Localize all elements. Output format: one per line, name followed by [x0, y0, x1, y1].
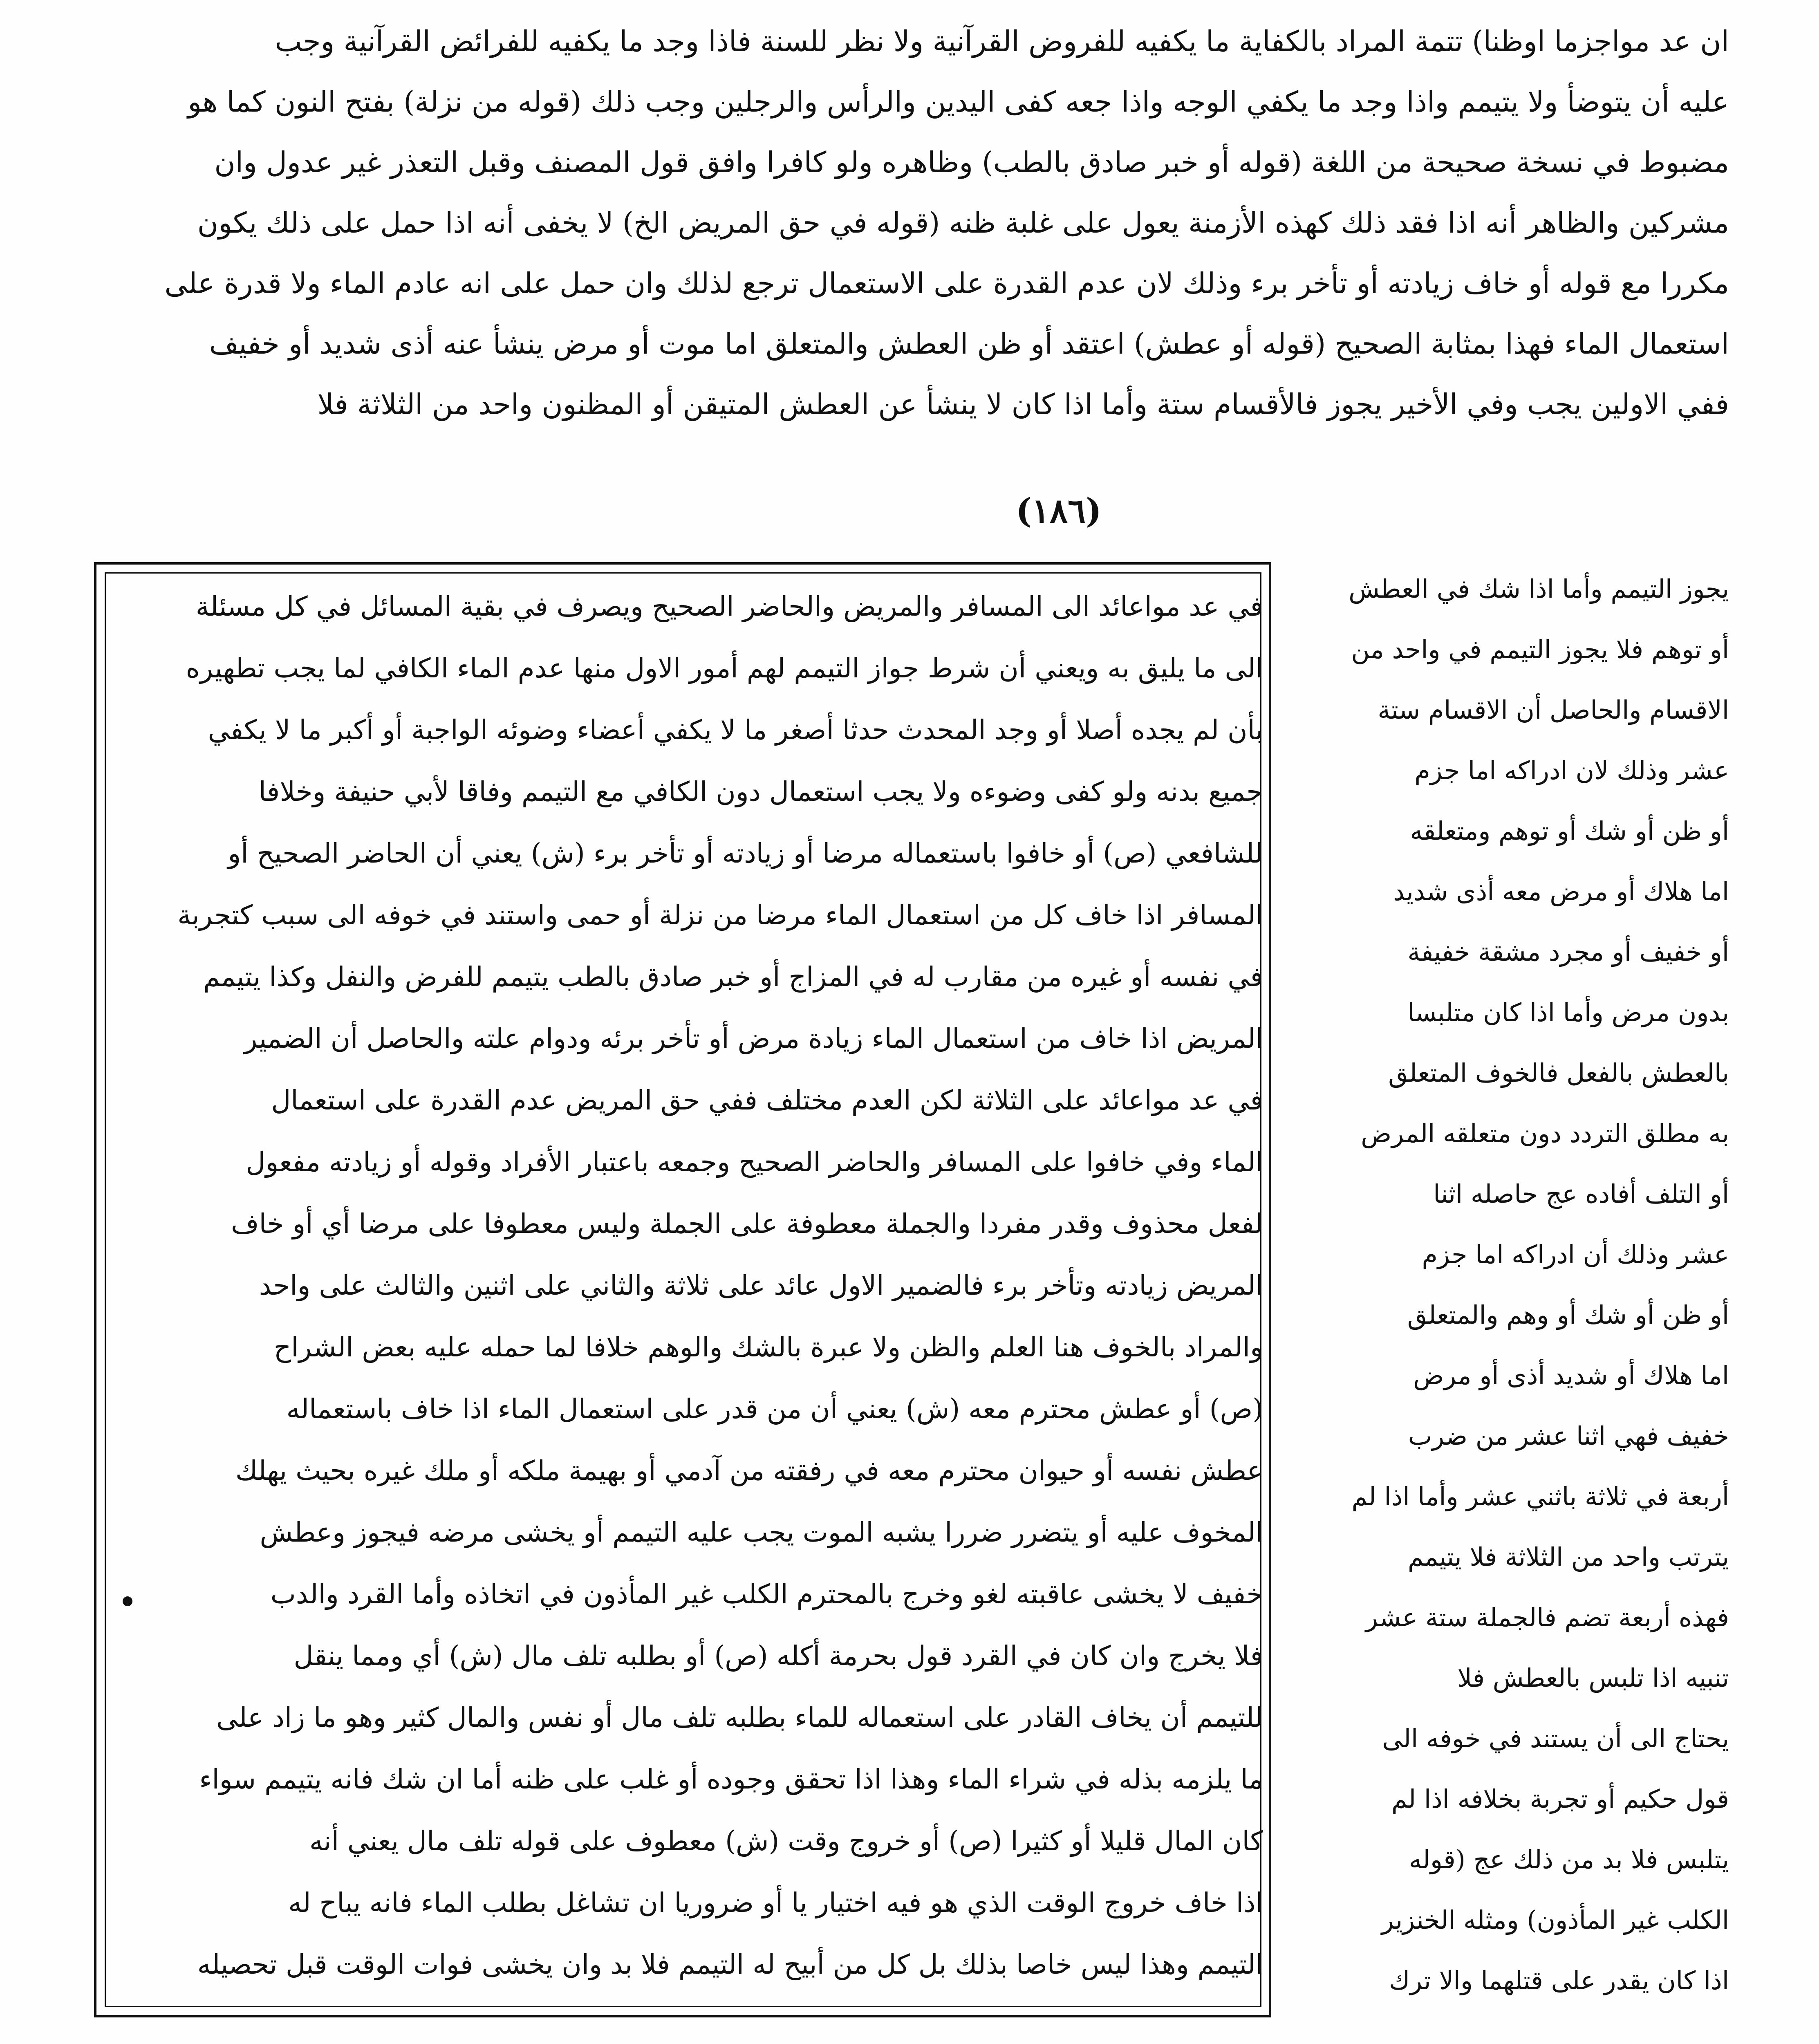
margin-text-line: أو ظن أو شك أو توهم ومتعلقه	[1410, 816, 1729, 846]
main-text-line: في عد مواعائد على الثلاثة لكن العدم مختلف ففي حق المريض عدم القدرة على استعمال	[271, 1085, 1263, 1116]
margin-text-line: أو التلف أفاده عج حاصله اثنا	[1433, 1179, 1729, 1209]
margin-text-line: يترتب واحد من الثلاثة فلا يتيمم	[1407, 1542, 1729, 1572]
margin-text-line: بالعطش بالفعل فالخوف المتعلق	[1388, 1058, 1729, 1088]
main-text-line: الماء وفي خافوا على المسافر والحاضر الصحيح وجمعه باعتبار الأفراد وقوله أو زيادته مفعول	[246, 1146, 1263, 1178]
main-text-line: ما يلزمه بذله في شراء الماء وهذا اذا تحقق وجوده أو غلب على ظنه أما ان شك فانه يتيمم سواء	[199, 1764, 1263, 1795]
main-text-line: خفيف لا يخشى عاقبته لغو وخرج بالمحترم الكلب غير المأذون في اتخاذه وأما القرد والدب	[270, 1578, 1263, 1610]
top-text-line: عليه أن يتوضأ ولا يتيمم واذا وجد ما يكفي الوجه واذا جعه كفى اليدين والرأس والرجلين وجب ذلك (قوله من نزلة) بفتح النون كما هو	[188, 85, 1729, 119]
margin-text-line: يحتاج الى أن يستند في خوفه الى	[1382, 1724, 1729, 1753]
margin-text-line: بدون مرض وأما اذا كان متلبسا	[1407, 997, 1729, 1027]
margin-text-line: الاقسام والحاصل أن الاقسام ستة	[1378, 695, 1729, 725]
margin-text-line: الكلب غير المأذون) ومثله الخنزير	[1381, 1905, 1729, 1935]
main-text-line: لفعل محذوف وقدر مفردا والجملة معطوفة على الجملة وليس معطوفا على مرضا أي أو خاف	[231, 1208, 1263, 1239]
main-text-line: كان المال قليلا أو كثيرا (ص) أو خروج وقت (ش) معطوف على قوله تلف مال يعني أنه	[309, 1825, 1263, 1857]
main-text-line: فلا يخرج وان كان في القرد قول بحرمة أكله (ص) أو بطلبه تلف مال (ش) أي ومما ينقل	[293, 1640, 1263, 1672]
main-text-line: جميع بدنه ولو كفى وضوءه ولا يجب استعمال دون الكافي مع التيمم وفاقا لأبي حنيفة وخلافا	[258, 776, 1263, 807]
margin-text-line: أو توهم فلا يجوز التيمم في واحد من	[1351, 634, 1729, 664]
main-text-line: للتيمم أن يخاف القادر على استعماله للماء بطلبه تلف مال أو نفس والمال كثير وهو ما زاد على	[216, 1702, 1263, 1733]
page-number: (١٨٦)	[1016, 491, 1102, 531]
margin-text-line: أربعة في ثلاثة باثني عشر وأما اذا لم	[1351, 1481, 1729, 1511]
margin-text-line: به مطلق التردد دون متعلقه المرض	[1361, 1118, 1729, 1148]
top-text-line: استعمال الماء فهذا بمثابة الصحيح (قوله أو عطش) اعتقد أو ظن العطش والمتعلق اما موت أو مرض ينشأ عنه أذى شديد أو خفيف	[209, 327, 1729, 361]
main-text-line: بأن لم يجده أصلا أو وجد المحدث حدثا أصغر ما لا يكفي أعضاء وضوئه الواجبة أو أكبر ما لا يكفي	[208, 714, 1263, 746]
margin-text-line: اما هلاك أو شديد أذى أو مرض	[1413, 1360, 1729, 1390]
margin-text-line: أو خفيف أو مجرد مشقة خفيفة	[1407, 937, 1729, 967]
main-text-line: المريض اذا خاف من استعمال الماء زيادة مرض أو تأخر برئه ودوام علته والحاصل أن الضمير	[244, 1023, 1263, 1054]
margin-text-line: خفيف فهي اثنا عشر من ضرب	[1408, 1421, 1729, 1451]
margin-text-line: تنبيه اذا تلبس بالعطش فلا	[1457, 1663, 1729, 1693]
main-text-line: المسافر اذا خاف كل من استعمال الماء مرضا من نزلة أو حمى واستند في خوفه الى سبب كتجربة	[177, 899, 1263, 931]
main-text-line: المريض زيادته وتأخر برء فالضمير الاول عائد على ثلاثة والثاني على اثنين والثالث على واحد	[259, 1270, 1263, 1301]
margin-text-line: عشر وذلك لان ادراكه اما جزم	[1414, 755, 1729, 785]
top-text-line: ان عد مواجزما اوظنا) تتمة المراد بالكفاية ما يكفيه للفروض القرآنية ولا نظر للسنة فاذا وجد ما يكفيه للفرائض القرآنية وجب	[275, 25, 1729, 58]
main-text-line: الى ما يليق به ويعني أن شرط جواز التيمم لهم أمور الاول منها عدم الماء الكافي لما يجب تطهيره	[186, 652, 1263, 684]
main-text-line: والمراد بالخوف هنا العلم والظن ولا عبرة بالشك والوهم خلافا لما حمله عليه بعض الشراح	[273, 1331, 1263, 1363]
main-text-line: التيمم وهذا ليس خاصا بذلك بل كل من أبيح له التيمم فلا بد وان يخشى فوات الوقت قبل تحصيله	[197, 1949, 1263, 1980]
main-text-line: اذا خاف خروج الوقت الذي هو فيه اختيار يا أو ضروريا ان تشاغل بطلب الماء فانه يباح له	[288, 1887, 1263, 1918]
main-text-line: للشافعي (ص) أو خافوا باستعماله مرضا أو زيادته أو تأخر برء (ش) يعني أن الحاضر الصحيح أو	[228, 838, 1263, 869]
top-text-line: مشركين والظاهر أنه اذا فقد ذلك كهذه الأزمنة يعول على غلبة ظنه (قوله في حق المريض الخ) لا يخفى أنه اذا حمل على ذلك يكون	[197, 206, 1729, 240]
margin-text-line: فهذه أربعة تضم فالجملة ستة عشر	[1365, 1602, 1729, 1632]
margin-text-line: يجوز التيمم وأما اذا شك في العطش	[1349, 574, 1729, 604]
top-text-line: ففي الاولين يجب وفي الأخير يجوز فالأقسام ستة وأما اذا كان لا ينشأ عن العطش المتيقن أو المظنون واحد من الثلاثة فلا	[317, 388, 1729, 421]
margin-text-line: اما هلاك أو مرض معه أذى شديد	[1393, 876, 1729, 906]
main-text-line: (ص) أو عطش محترم معه (ش) يعني أن من قدر على استعمال الماء اذا خاف باستعماله	[286, 1393, 1263, 1425]
margin-text-line: قول حكيم أو تجربة بخلافه اذا لم	[1391, 1784, 1729, 1814]
top-text-line: مكررا مع قوله أو خاف زيادته أو تأخر برء وذلك لان عدم القدرة على الاستعمال ترجع لذلك وان حمل على انه عادم الماء ولا قدرة على	[164, 267, 1729, 300]
ink-dot	[123, 1596, 132, 1606]
margin-text-line: اذا كان يقدر على قتلهما والا ترك	[1389, 1966, 1729, 1995]
main-text-line: في نفسه أو غيره من مقارب له في المزاج أو خبر صادق بالطب يتيمم للفرض والنفل وكذا يتيمم	[203, 961, 1263, 993]
main-text-line: في عد مواعائد الى المسافر والمريض والحاضر الصحيح ويصرف في بقية المسائل في كل مسئلة	[195, 591, 1263, 622]
top-text-line: مضبوط في نسخة صحيحة من اللغة (قوله أو خبر صادق بالطب) وظاهره ولو كافرا وافق قول المصنف وقبل التعذر غير عدول وان	[214, 146, 1729, 179]
margin-text-line: أو ظن أو شك أو وهم والمتعلق	[1407, 1300, 1729, 1330]
main-text-line: المخوف عليه أو يتضرر ضررا يشبه الموت يجب عليه التيمم أو يخشى مرضه فيجوز وعطش	[260, 1517, 1263, 1548]
margin-text-line: يتلبس فلا بد من ذلك عج (قوله	[1409, 1845, 1729, 1874]
main-text-line: عطش نفسه أو حيوان محترم معه في رفقته من آدمي أو بهيمة ملكه أو ملك غيره بحيث يهلك	[235, 1455, 1263, 1486]
margin-text-line: عشر وذلك أن ادراكه اما جزم	[1422, 1239, 1729, 1269]
